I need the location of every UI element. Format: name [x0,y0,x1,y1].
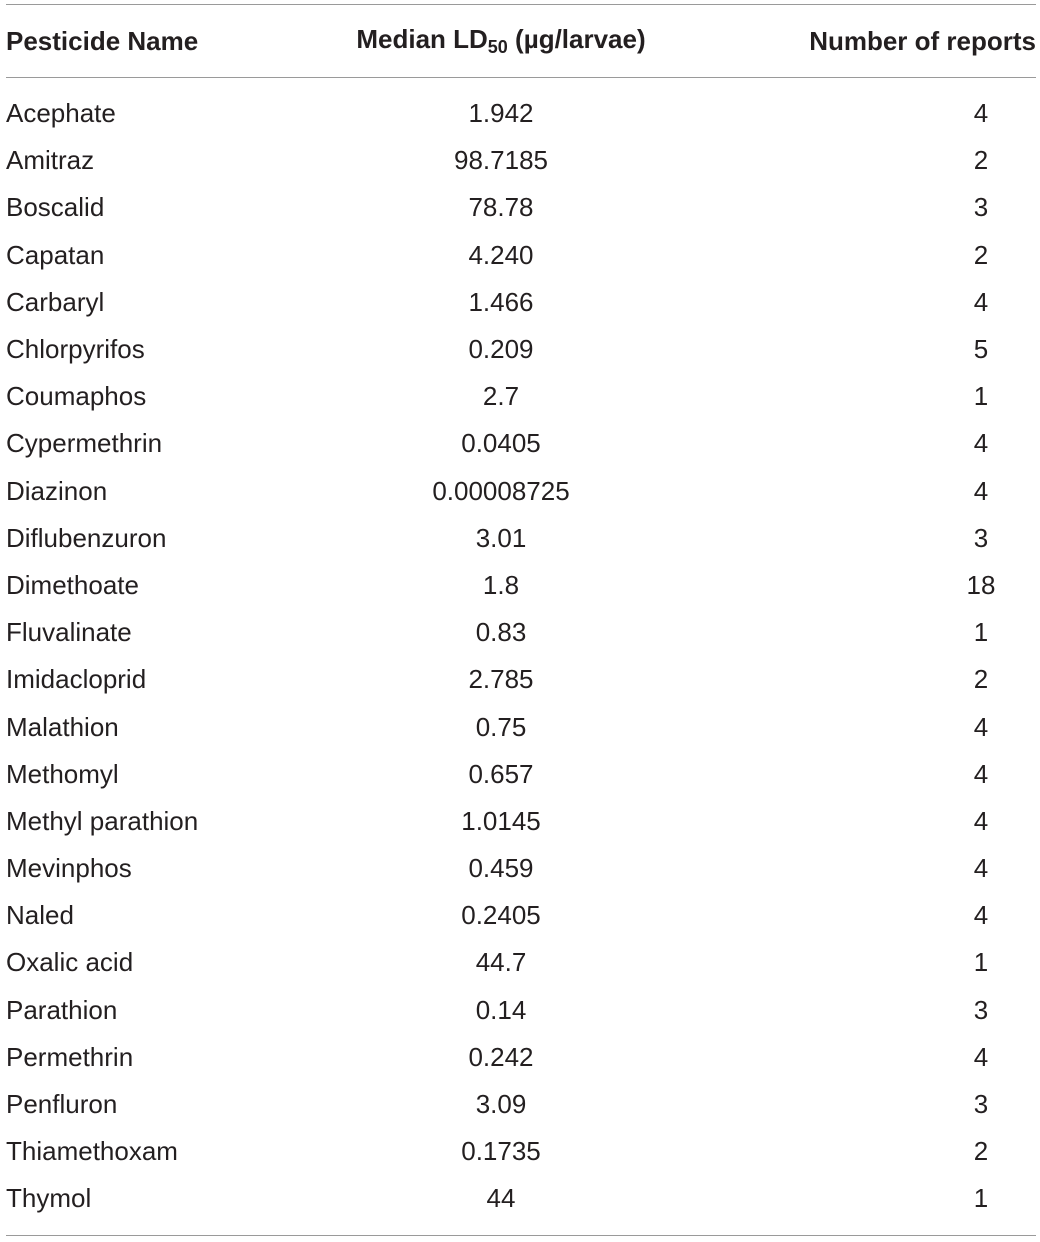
cell-pesticide-name: Oxalic acid [6,947,134,978]
cell-median-ld50: 1.942 [468,98,534,129]
cell-median-ld50: 2.785 [468,664,534,695]
table-row [6,656,1036,703]
table-row [6,137,1036,184]
header-ld-subscript: 50 [487,37,508,57]
cell-pesticide-name: Diazinon [6,475,108,506]
cell-pesticide-name: Carbaryl [6,286,105,317]
cell-median-ld50: 44.7 [475,947,527,978]
table-row [6,515,1036,562]
table-row [6,1081,1036,1128]
cell-median-ld50: 0.14 [475,994,527,1025]
cell-median-ld50: 0.459 [468,853,534,884]
cell-pesticide-name: Naled [6,900,74,931]
table-row [6,892,1036,939]
cell-median-ld50: 0.657 [468,758,534,789]
table-row [6,845,1036,892]
cell-pesticide-name: Acephate [6,98,116,129]
cell-pesticide-name: Methyl parathion [6,805,199,836]
cell-number-of-reports: 1 [973,617,989,648]
table-row [6,798,1036,845]
cell-pesticide-name: Penfluron [6,1089,118,1120]
table-row [6,279,1036,326]
cell-pesticide-name: Boscalid [6,192,105,223]
cell-number-of-reports: 4 [973,1041,989,1072]
cell-median-ld50: 0.75 [475,711,527,742]
cell-number-of-reports: 4 [973,475,989,506]
cell-pesticide-name: Malathion [6,711,119,742]
cell-pesticide-name: Thymol [6,1183,92,1214]
cell-pesticide-name: Cypermethrin [6,428,163,459]
table-row [6,326,1036,373]
cell-number-of-reports: 2 [973,664,989,695]
cell-number-of-reports: 1 [973,947,989,978]
cell-median-ld50: 0.2405 [461,900,541,931]
cell-number-of-reports: 4 [973,711,989,742]
table-row [6,751,1036,798]
cell-median-ld50: 0.00008725 [432,475,570,506]
pesticide-table [6,4,1036,1236]
cell-pesticide-name: Imidacloprid [6,664,147,695]
cell-median-ld50: 1.0145 [461,805,541,836]
cell-median-ld50: 44 [486,1183,516,1214]
cell-number-of-reports: 4 [973,428,989,459]
cell-number-of-reports: 4 [973,758,989,789]
cell-pesticide-name: Dimethoate [6,569,139,600]
table-header-row [6,5,1036,77]
header-ld-prefix: Median LD [356,24,488,54]
cell-pesticide-name: Diflubenzuron [6,522,167,553]
table-row [6,420,1036,467]
cell-number-of-reports: 4 [973,98,989,129]
cell-pesticide-name: Amitraz [6,145,95,176]
table-row [6,232,1036,279]
cell-pesticide-name: Thiamethoxam [6,1136,178,1167]
cell-pesticide-name: Chlorpyrifos [6,334,145,365]
table-row [6,373,1036,420]
cell-pesticide-name: Capatan [6,239,105,270]
cell-pesticide-name: Coumaphos [6,381,147,412]
cell-pesticide-name: Parathion [6,994,118,1025]
cell-number-of-reports: 2 [973,1136,989,1167]
table-row [6,1175,1036,1222]
cell-pesticide-name: Mevinphos [6,853,132,884]
header-ld-suffix: (µg/larvae) [507,24,646,54]
cell-median-ld50: 4.240 [468,239,534,270]
cell-number-of-reports: 4 [973,286,989,317]
cell-median-ld50: 0.209 [468,334,534,365]
table-row [6,939,1036,986]
header-median-ld50 [306,24,696,58]
cell-median-ld50: 98.7185 [454,145,548,176]
cell-number-of-reports: 5 [973,334,989,365]
table-row [6,184,1036,231]
cell-number-of-reports: 3 [973,1089,989,1120]
table-body [6,90,1036,1223]
header-pesticide-name: Pesticide Name [6,25,199,56]
cell-median-ld50: 3.01 [475,522,527,553]
table-row [6,468,1036,515]
cell-pesticide-name: Methomyl [6,758,119,789]
cell-median-ld50: 78.78 [468,192,534,223]
cell-number-of-reports: 3 [973,522,989,553]
cell-median-ld50: 0.0405 [461,428,541,459]
header-number-of-reports: Number of reports [809,25,1036,56]
cell-number-of-reports: 2 [973,145,989,176]
cell-median-ld50: 0.1735 [461,1136,541,1167]
cell-pesticide-name: Fluvalinate [6,617,132,648]
table-row [6,562,1036,609]
cell-number-of-reports: 18 [966,569,996,600]
cell-number-of-reports: 4 [973,853,989,884]
cell-median-ld50: 0.83 [475,617,527,648]
cell-median-ld50: 3.09 [475,1089,527,1120]
cell-number-of-reports: 2 [973,239,989,270]
cell-number-of-reports: 4 [973,805,989,836]
cell-number-of-reports: 1 [973,1183,989,1214]
table-row [6,90,1036,137]
cell-median-ld50: 1.466 [468,286,534,317]
cell-median-ld50: 0.242 [468,1041,534,1072]
cell-number-of-reports: 3 [973,192,989,223]
cell-number-of-reports: 4 [973,900,989,931]
table-row [6,1034,1036,1081]
cell-pesticide-name: Permethrin [6,1041,134,1072]
table-bottom-rule [6,1235,1036,1236]
table-row [6,1128,1036,1175]
cell-median-ld50: 2.7 [482,381,520,412]
cell-number-of-reports: 3 [973,994,989,1025]
table-row [6,703,1036,750]
cell-median-ld50: 1.8 [482,569,520,600]
table-row [6,987,1036,1034]
table-row [6,609,1036,656]
cell-number-of-reports: 1 [973,381,989,412]
